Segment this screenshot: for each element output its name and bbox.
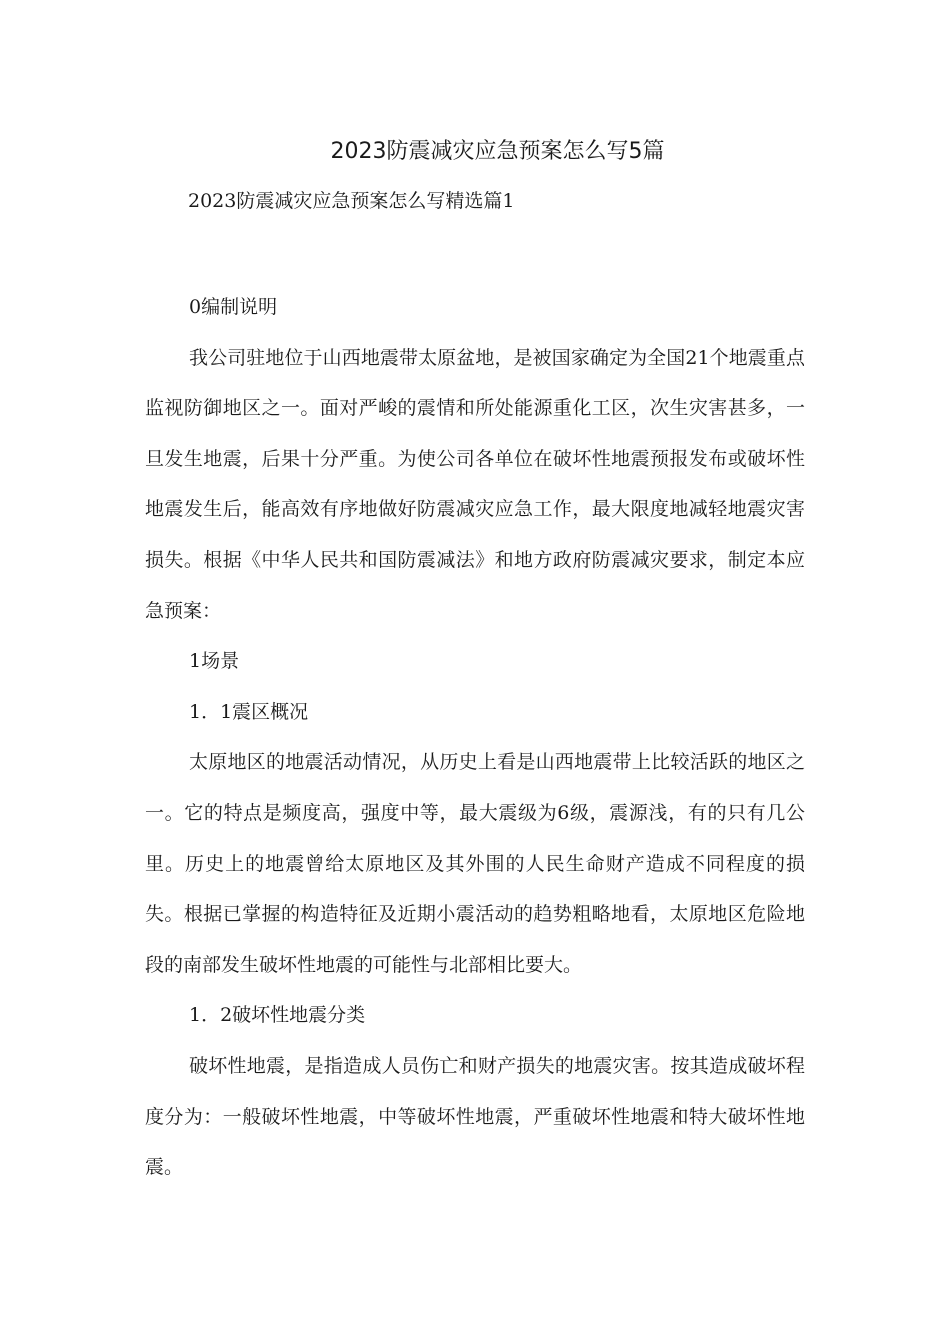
section-heading-1-2: 1．2破坏性地震分类	[189, 1004, 366, 1027]
section-heading-0: 0编制说明	[189, 296, 278, 318]
section-paragraph-1-1: 太原地区的地震活动情况，从历史上看是山西地震带上比较活跃的地区之一。它的特点是频度高，强度中等，最大震级为6级，震源浅，有的只有几公里。历史上的地震曾给太原地区及其外围的人民生命财产造成不同程度的损失。根据已掌握的构造特征及近期小震活动的趋势粗略地看，太原地区危险地段的南部发生破坏性地震的可能性与北部相比要大。	[145, 751, 805, 976]
section-heading-1: 1场景	[189, 650, 240, 673]
document-title: 2023防震减灾应急预案怎么写5篇	[330, 139, 665, 164]
section-paragraph-0: 我公司驻地位于山西地震带太原盆地，是被国家确定为全国21个地震重点监视防御地区之一。面对严峻的震情和所处能源重化工区，次生灾害甚多，一旦发生地震，后果十分严重。为使公司各单位在破坏性地震预报发布或破坏性地震发生后，能高效有序地做好防震减灾应急工作，最大限度地减轻地震灾害损失。根据《中华人民共和国防震减法》和地方政府防震减灾要求，制定本应急预案：	[145, 346, 805, 622]
section-paragraph-1-2: 破坏性地震，是指造成人员伤亡和财产损失的地震灾害。按其造成破坏程度分为：一般破坏性地震，中等破坏性地震，严重破坏性地震和特大破坏性地震。	[145, 1054, 805, 1179]
section-heading-1-1: 1．1震区概况	[189, 700, 309, 723]
document-body	[145, 282, 805, 1193]
document-subtitle: 2023防震减灾应急预案怎么写精选篇1	[188, 190, 515, 212]
